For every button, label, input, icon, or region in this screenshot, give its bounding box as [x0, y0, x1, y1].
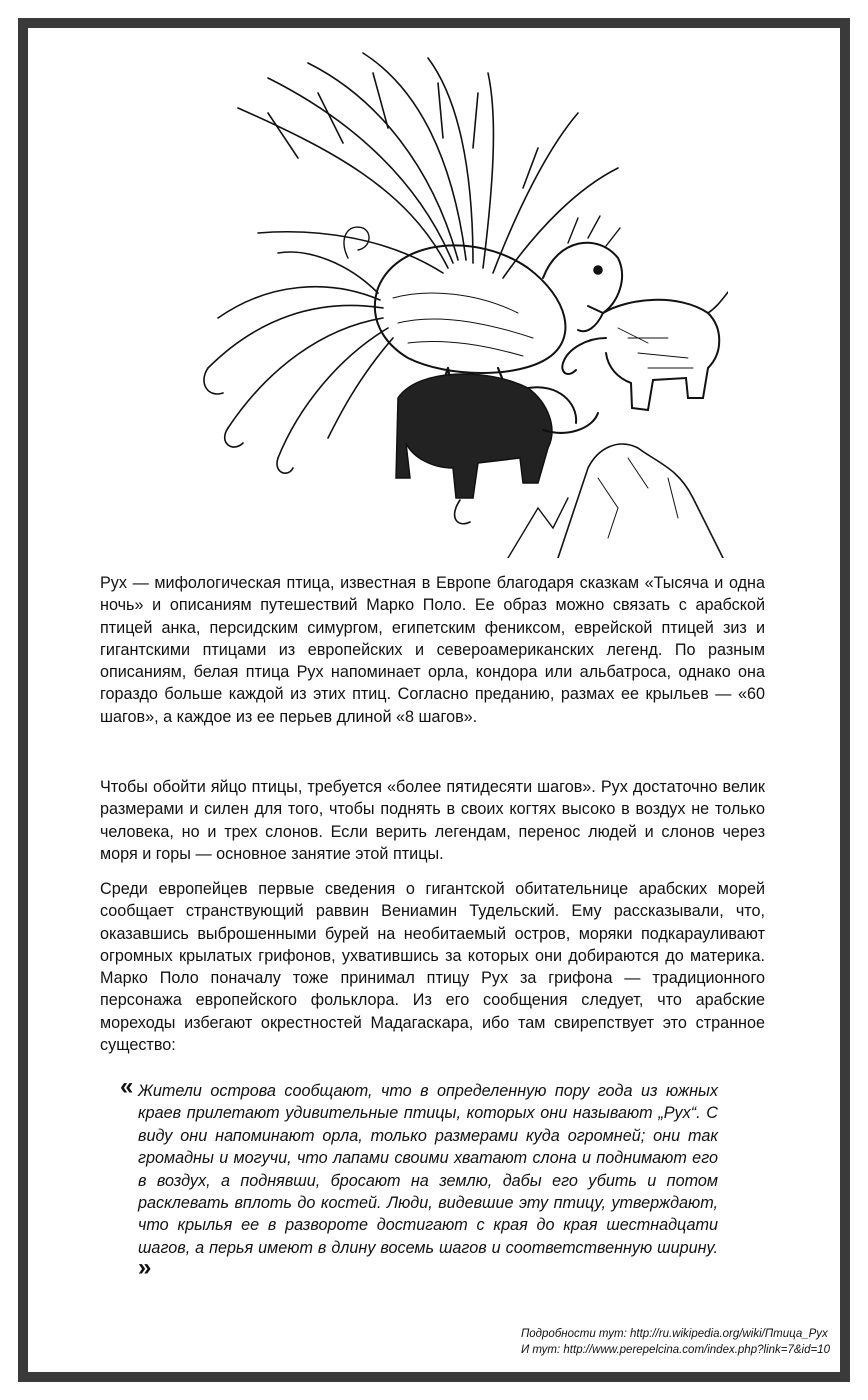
sources [521, 1326, 830, 1358]
page-frame [18, 18, 850, 1382]
source-link-wikipedia[interactable]: Подробности тут: http://ru.wikipedia.org/wiki/Птица_Рух [520, 1328, 828, 1340]
open-quote-mark: « [120, 1073, 134, 1100]
paragraph-3 [100, 878, 765, 1056]
page [28, 28, 840, 1372]
paragraph-1 [100, 572, 765, 728]
close-quote-mark: » [138, 1254, 152, 1282]
paragraph-text: Среди европейцев первые сведения о гигантской обитательнице арабских морей сообщает странствующий раввин Вениамин Тудельский. Ему рассказывали, что, оказавшись выброшенными бурей на необитаемый остров, моряки подкарауливают огромных крылатых грифонов, ухватившись за которых они добираются до материка. Марко Поло поначалу тоже принимал птицу Рух за грифона — традиционного персонажа европейского фольклора. Из его сообщения следует, что арабские мореходы избегают окрестностей Мадагаскара, ибо там свирепствует это странное существо: [100, 880, 765, 1055]
roc-illustration-icon [148, 38, 728, 558]
paragraph-2 [100, 776, 765, 865]
paragraph-text: Чтобы обойти яйцо птицы, требуется «более пятидесяти шагов». Рух достаточно велик размерами и силен для того, чтобы поднять в своих когтях высоко в воздух не только человека, но и трех слонов. Если верить легендам, перенос людей и слонов через моря и горы — основное занятие этой птицы. [100, 778, 765, 863]
paragraph-text: Рух — мифологическая птица, известная в Европе благодаря сказкам «Тысяча и одна ночь» и описаниям путешествий Марко Поло. Ее образ можно связать с арабской птицей анка, персидским симургом, египетским фениксом, еврейской птицей зиз и гигантскими птицами из европейских и североамериканских легенд. По разным описаниям, белая птица Рух напоминает орла, кондора или альбатроса, однако она гораздо больше каждой из этих птиц. Согласно преданию, размах ее крыльев — «60 шагов», а каждое из ее перьев длиной «8 шагов». [100, 574, 765, 726]
source-link-perepelcina[interactable]: И тут: http://www.perepelcina.com/index.php?link=7&id=10 [520, 1344, 830, 1356]
marco-polo-quote [120, 1073, 718, 1282]
quote-text: Жители острова сообщают, что в определенную пору года из южных краев прилетают удивительные птицы, которых они называют „Рух“. С виду они напоминают орла, только размерами куда огромней; они так громадны и могучи, что лапами своими хватают слона и поднимают его в воздух, а поднявши, бросают на землю, дабы его убить и потом расклевать вплоть до костей. Люди, видевшие эту птицу, утверждают, что крылья ее в развороте достигают с края до края шестнадцати шагов, а перья имеют в длину восемь шагов и соответственную ширину. [138, 1082, 718, 1257]
